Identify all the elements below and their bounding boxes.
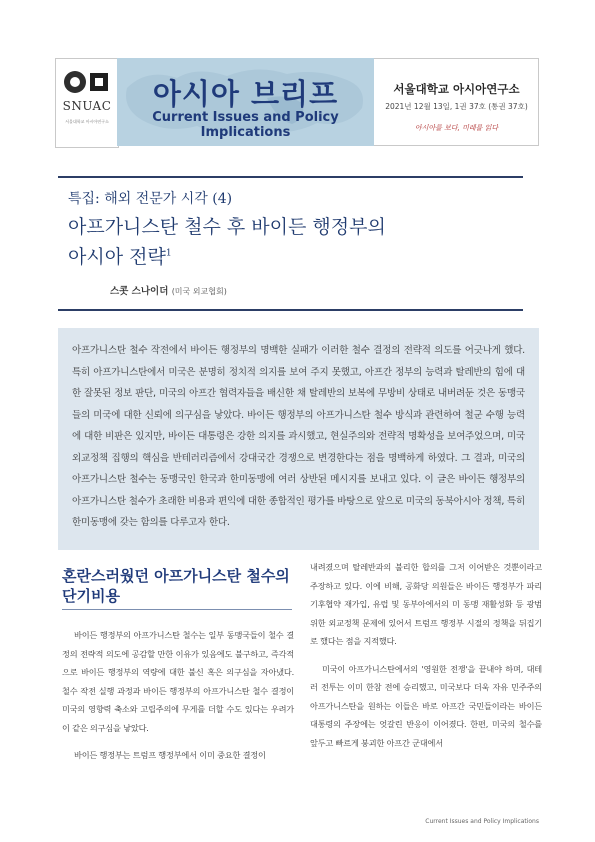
title-top-rule <box>58 176 523 178</box>
page-footer: Current Issues and Policy Implications <box>425 818 539 825</box>
author-line <box>110 283 227 297</box>
body-paragraph: 미국이 아프가니스탄에서의 '영원한 전쟁'을 끝내야 하며, 대테러 전투는 이미 한참 전에 승리했고, 미국보다 더욱 자유 민주주의 아프가니스탄을 원하는 이들은 바로 아프간 국민들이라는 바이든 대통령의 주장에는 엇갈린 반응이 이어졌다. 한편, 미국의 철수를 앞두고 빠르게 붕괴한 아프간 군대에서 <box>310 663 542 748</box>
brief-banner <box>117 58 374 146</box>
logo-text: SNUAC <box>62 99 112 113</box>
author-affiliation: (미국 외교협회) <box>171 287 227 296</box>
university-seal-icon <box>64 71 86 93</box>
article-title-line1: 아프가니스탄 철수 후 바이든 행정부의 <box>68 216 386 238</box>
brief-title: 아시아 브리프 <box>152 77 339 111</box>
institute-emblem-icon <box>90 73 108 91</box>
body-column-right <box>310 558 542 761</box>
body-paragraph: 바이든 행정부의 아프가니스탄 철수는 일부 동맹국들이 철수 결정의 전략적 의도에 공감할 만한 이유가 있음에도 불구하고, 즉각적으로 바이든 행정부의 역량에 대한 불신 혹은 의구심을 자아냈다. 철수 작전 실행 과정과 바이든 행정부의 아프가니스탄 철수 결정이 미국의 영향력 축소와 고립주의에 무게를 더할 수도 있다는 우려가 이 같은 의구심을 낳았다. <box>62 630 294 733</box>
brief-subtitle: Current Issues and Policy Implications <box>152 110 339 140</box>
issue-date: 2021년 12월 13일, 1권 37호 (통권 37호) <box>385 102 528 111</box>
section-label: 특집: 해외 전문가 시각 (4) <box>68 191 233 207</box>
article-title-text: 아시아 전략 <box>68 246 166 268</box>
logo-subtext: 서울대학교 아시아연구소 <box>65 119 109 124</box>
snuac-logo <box>55 58 119 148</box>
article-title-line2 <box>68 242 172 269</box>
summary-box <box>58 328 539 550</box>
summary-text: 아프가니스탄 철수 작전에서 바이든 행정부의 명백한 실패가 이러한 철수 결정의 전략적 의도를 어긋나게 했다. 특히 아프가니스탄에서 미국은 분명히 정치적 의지를 보여 주지 못했고, 아프간 정부의 능력과 탈레반의 힘에 대한 잘못된 정보 판단, 미국의 아프간 협력자들을 배신한 채 탈레반의 보복에 무방비 상태로 내버려둔 것은 동맹국들의 미국에 대한 신뢰에 의구심을 낳았다. 바이든 행정부의 아프가니스탄 철수 방식과 관련하여 철군 수행 능력에 대한 비판은 있지만, 바이든 대통령은 강한 의지를 과시했고, 현실주의와 전략적 명확성을 보여주었으며, 미국 외교정책 집행의 핵심을 반테러리즘에서 강대국간 경쟁으로 변경한다는 점을 명백하게 하였다. 그 결과, 미국의 아프가니스탄 철수는 동맹국인 한국과 한미동맹에 여러 상반된 메시지를 보내고 있다. 이 글은 바이든 행정부의 아프가니스탄 철수가 초래한 비용과 편익에 대한 종합적인 평가를 바탕으로 앞으로 미국의 동북아시아 정책, 특히 한미동맹에 갖는 함의를 다루고자 한다. <box>72 345 525 528</box>
author-name: 스콧 스나이더 <box>110 286 169 297</box>
title-footnote-marker[interactable]: 1 <box>165 248 172 259</box>
body-paragraph: 바이든 행정부는 트럼프 행정부에서 이미 중요한 결정이 <box>74 750 266 760</box>
body-column-left <box>62 626 294 774</box>
issue-info <box>374 58 539 146</box>
heading-underline <box>62 609 292 610</box>
title-bottom-rule <box>58 309 523 311</box>
body-paragraph: 내려졌으며 탈레반과의 불리한 합의를 그저 이어받은 것뿐이라고 주장하고 있다. 이에 비해, 공화당 의원들은 바이든 행정부가 파리기후협약 재가입, 유럽 및 동부아에서의 미 동맹 재활성화 등 광범위한 외교정책 문제에 있어서 트럼프 행정부 시절의 정책을 뒤집기로 했다는 점을 지적했다. <box>310 562 542 646</box>
section-heading: 혼란스러웠던 아프가니스탄 철수의 단기비용 <box>62 567 290 605</box>
institute-name: 서울대학교 아시아연구소 <box>393 82 520 96</box>
institute-slogan: 아시아를 보다, 미래를 읽다 <box>414 124 499 132</box>
